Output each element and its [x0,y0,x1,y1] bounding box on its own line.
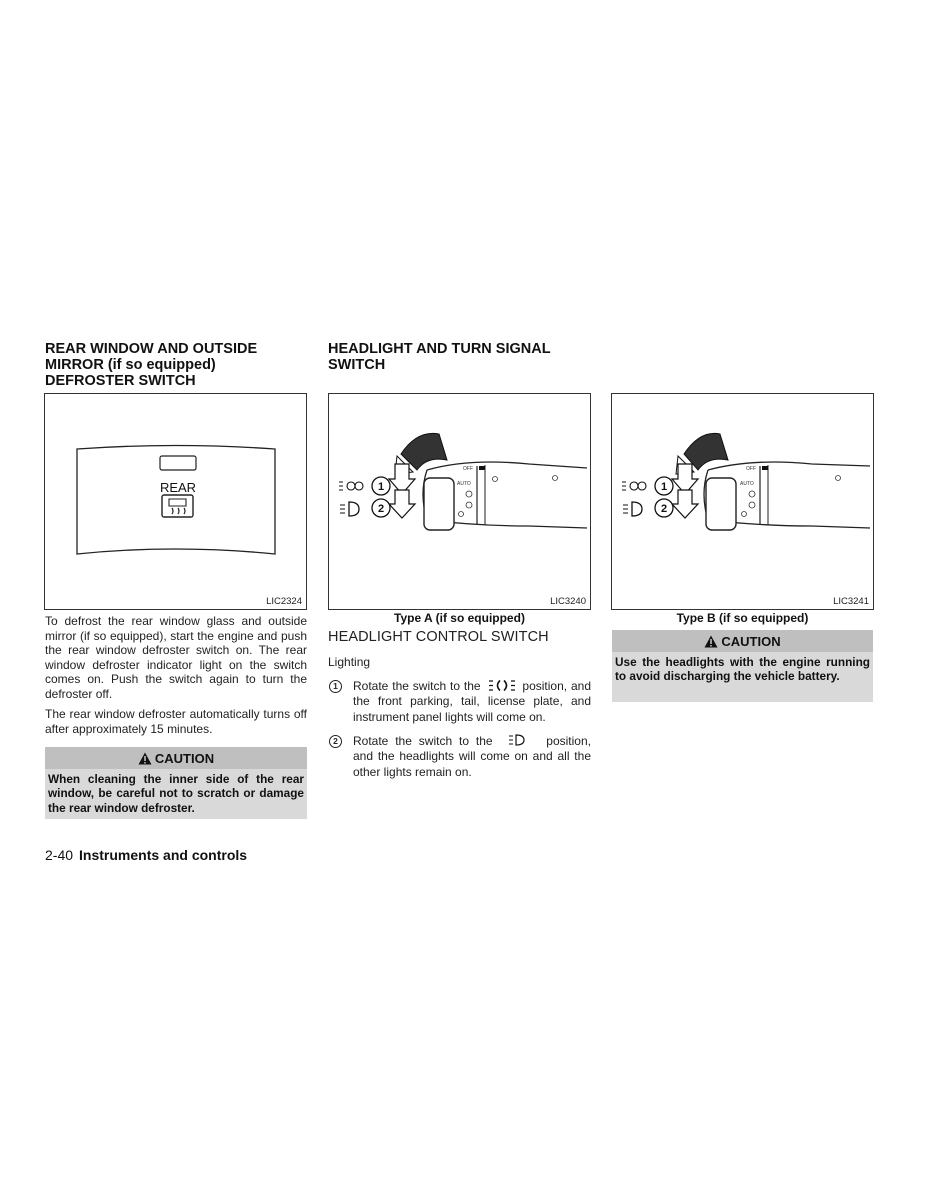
rear-label: REAR [159,480,197,495]
figure-code: LIC2324 [266,596,302,607]
headlight-switch-type-b-figure [611,393,874,610]
type-b-caption: Type B (if so equipped) [676,611,809,625]
headlight-caution [612,630,873,702]
title-line: REAR WINDOW AND OUTSIDE [45,341,258,357]
step-2-text-a: Rotate the switch to the [353,734,493,748]
rear-defroster-switch-illustration [45,394,306,609]
caution-title: CAUTION [721,633,781,649]
headlight-control-subhead: HEADLIGHT CONTROL SWITCH [328,629,549,645]
type-a-caption: Type A (if so equipped) [394,611,525,625]
defroster-paragraph-2: The rear window defroster automatically turns off after approximately 15 minutes. [45,707,307,736]
auto-label: AUTO [457,481,471,487]
middle-section-title [328,341,593,373]
defroster-paragraph-1: To defrost the rear window glass and outside mirror (if so equipped), start the engine and push the rear window defroster switch on. The rear window defroster indicator light on the switch comes on. Push the switch again to turn the defroster off. [45,614,307,701]
headlight-switch-b-illustration [612,394,873,609]
title-line: MIRROR (if so equipped) [45,357,216,373]
left-section-title [45,341,310,389]
caution-text: When cleaning the inner side of the rear window, be careful not to scratch or damage the rear window defroster. [48,772,304,815]
title-line: HEADLIGHT AND TURN SIGNAL [328,341,551,357]
number-2-label: 2 [660,503,668,515]
headlight-icon [509,734,525,746]
step-number: 2 [329,735,342,748]
number-1-label: 1 [660,481,668,493]
step-2-text-b: position, and the headlights will come on and all the other lights remain on. [353,734,591,779]
step-2 [329,734,591,782]
parking-lights-icon [489,679,515,692]
off-label: OFF [746,466,756,472]
rear-defroster-figure [44,393,307,610]
step-2-text [353,734,591,780]
caution-header [45,747,307,769]
step-1-text-a: Rotate the switch to the [353,679,481,693]
figure-code: LIC3240 [550,596,586,607]
headlight-switch-type-a-figure [328,393,591,610]
warning-icon [138,752,152,765]
caution-text: Use the headlights with the engine running to avoid discharging the vehicle battery. [615,655,870,684]
step-1-text-b: position, and the front parking, tail, license plate, and instrument panel lights will come on. [353,679,591,724]
title-line: DEFROSTER SWITCH [45,373,196,389]
title-line: SWITCH [328,357,386,373]
lighting-label: Lighting [328,655,371,669]
rear-window-caution [45,747,307,819]
caution-title: CAUTION [154,750,215,766]
step-number: 1 [329,680,342,693]
caution-header [612,630,873,652]
page-number: 2-40 [45,847,74,863]
headlight-switch-a-illustration [329,394,590,609]
step-1 [329,679,591,727]
step-1-text [353,679,591,725]
page-footer [45,847,247,863]
section-name: Instruments and controls [79,847,248,863]
number-1-label: 1 [377,481,385,493]
auto-label: AUTO [740,481,754,487]
number-2-label: 2 [377,503,385,515]
warning-icon [704,635,718,648]
figure-code: LIC3241 [833,596,869,607]
off-label: OFF [463,466,473,472]
